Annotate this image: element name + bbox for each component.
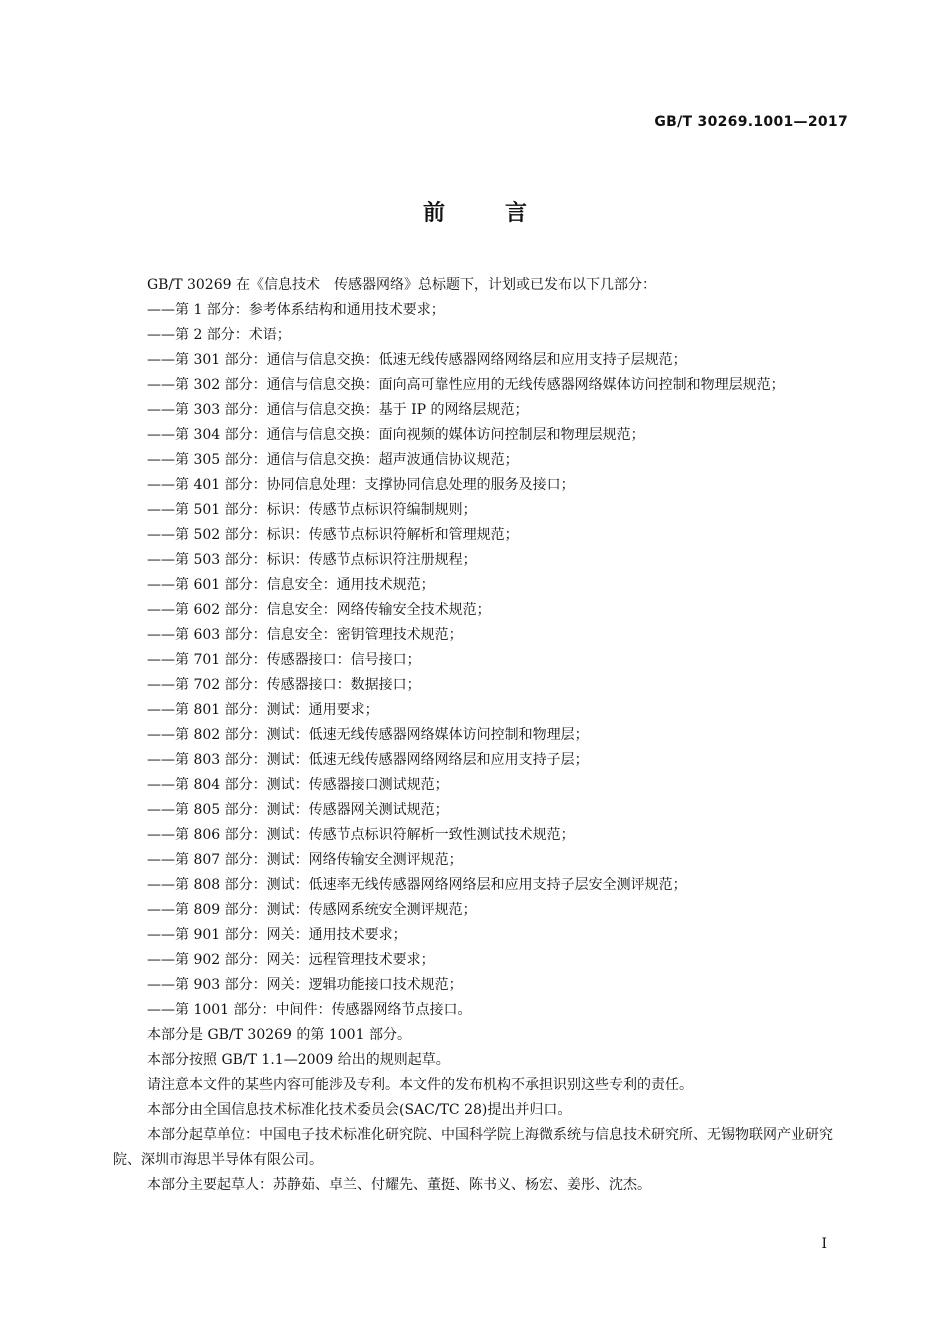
drafting-rules-paragraph: 本部分按照 GB/T 1.1—2009 给出的规则起草。 xyxy=(147,1052,450,1068)
part-item xyxy=(113,348,853,373)
part-item xyxy=(113,648,853,673)
part-item-text: ——第 803 部分：测试：低速无线传感器网络网络层和应用支持子层； xyxy=(147,752,589,768)
part-item-text: ——第 501 部分：标识：传感节点标识符编制规则； xyxy=(147,502,477,518)
intro-line: GB/T 30269 在《信息技术 传感器网络》总标题下，计划或已发布以下几部分： xyxy=(147,277,656,293)
part-item-text: ——第 903 部分：网关：逻辑功能接口技术规范； xyxy=(147,977,463,993)
part-item xyxy=(113,473,853,498)
part-item-text: ——第 804 部分：测试：传感器接口测试规范； xyxy=(147,777,449,793)
drafting-units-paragraph: 本部分起草单位：中国电子技术标准化研究院、中国科学院上海微系统与信息技术研究所、无锡物联网产业研究院、深圳市海思半导体有限公司。 xyxy=(113,1127,833,1168)
page-title xyxy=(0,196,950,227)
title-char-1: 前 xyxy=(422,201,445,226)
part-item xyxy=(113,498,853,523)
part-item xyxy=(113,598,853,623)
part-item-text: ——第 902 部分：网关：远程管理技术要求； xyxy=(147,952,435,968)
part-item xyxy=(113,773,853,798)
part-item xyxy=(113,898,853,923)
part-item xyxy=(113,373,853,398)
part-item-text: ——第 301 部分：通信与信息交换：低速无线传感器网络网络层和应用支持子层规范； xyxy=(147,352,687,368)
part-item-text: ——第 809 部分：测试：传感网系统安全测评规范； xyxy=(147,902,477,918)
part-item-text: ——第 2 部分：术语； xyxy=(147,327,291,343)
part-item-text: ——第 701 部分：传感器接口：信号接口； xyxy=(147,652,421,668)
part-item xyxy=(113,798,853,823)
part-item-text: ——第 807 部分：测试：网络传输安全测评规范； xyxy=(147,852,463,868)
part-item xyxy=(113,573,853,598)
part-item xyxy=(113,973,853,998)
drafters-paragraph: 本部分主要起草人：苏静茹、卓兰、付耀先、董挺、陈书义、杨宏、姜彤、沈杰。 xyxy=(147,1177,651,1193)
part-item-text: ——第 304 部分：通信与信息交换：面向视频的媒体访问控制层和物理层规范； xyxy=(147,427,645,443)
standard-number: GB/T 30269.1001—2017 xyxy=(654,114,848,130)
foreword-body xyxy=(113,273,853,1198)
part-item-text: ——第 1001 部分：中间件：传感器网络节点接口。 xyxy=(147,1002,472,1018)
part-item xyxy=(113,848,853,873)
part-item xyxy=(113,698,853,723)
this-part-paragraph: 本部分是 GB/T 30269 的第 1001 部分。 xyxy=(147,1027,411,1043)
part-item xyxy=(113,948,853,973)
part-item-text: ——第 502 部分：标识：传感节点标识符解析和管理规范； xyxy=(147,527,519,543)
part-item-text: ——第 603 部分：信息安全：密钥管理技术规范； xyxy=(147,627,463,643)
part-item xyxy=(113,423,853,448)
part-item xyxy=(113,398,853,423)
title-char-2: 言 xyxy=(505,201,528,226)
part-item-text: ——第 702 部分：传感器接口：数据接口； xyxy=(147,677,421,693)
part-item xyxy=(113,923,853,948)
part-item xyxy=(113,723,853,748)
part-item-text: ——第 802 部分：测试：低速无线传感器网络媒体访问控制和物理层； xyxy=(147,727,589,743)
proposed-by-paragraph: 本部分由全国信息技术标准化技术委员会(SAC/TC 28)提出并归口。 xyxy=(147,1102,572,1118)
part-item xyxy=(113,298,853,323)
part-item-text: ——第 1 部分：参考体系结构和通用技术要求； xyxy=(147,302,445,318)
part-item xyxy=(113,748,853,773)
part-item xyxy=(113,998,853,1023)
part-item-text: ——第 305 部分：通信与信息交换：超声波通信协议规范； xyxy=(147,452,519,468)
patent-notice-paragraph: 请注意本文件的某些内容可能涉及专利。本文件的发布机构不承担识别这些专利的责任。 xyxy=(147,1077,693,1093)
part-item xyxy=(113,548,853,573)
part-item xyxy=(113,523,853,548)
part-item-text: ——第 401 部分：协同信息处理：支撑协同信息处理的服务及接口； xyxy=(147,477,575,493)
part-item xyxy=(113,873,853,898)
part-item xyxy=(113,673,853,698)
part-item xyxy=(113,623,853,648)
part-item-text: ——第 805 部分：测试：传感器网关测试规范； xyxy=(147,802,449,818)
part-item-text: ——第 806 部分：测试：传感节点标识符解析一致性测试技术规范； xyxy=(147,827,575,843)
part-item-text: ——第 901 部分：网关：通用技术要求； xyxy=(147,927,407,943)
part-item-text: ——第 601 部分：信息安全：通用技术规范； xyxy=(147,577,435,593)
part-item-text: ——第 303 部分：通信与信息交换：基于 IP 的网络层规范； xyxy=(147,402,529,418)
part-item-text: ——第 801 部分：测试：通用要求； xyxy=(147,702,379,718)
part-item-text: ——第 808 部分：测试：低速率无线传感器网络网络层和应用支持子层安全测评规范； xyxy=(147,877,687,893)
part-item-text: ——第 503 部分：标识：传感节点标识符注册规程； xyxy=(147,552,477,568)
page-number: I xyxy=(821,1236,827,1252)
part-item xyxy=(113,323,853,348)
part-item xyxy=(113,448,853,473)
part-item xyxy=(113,823,853,848)
parts-list xyxy=(113,298,853,1023)
part-item-text: ——第 302 部分：通信与信息交换：面向高可靠性应用的无线传感器网络媒体访问控制和物理层规范； xyxy=(147,377,785,393)
part-item-text: ——第 602 部分：信息安全：网络传输安全技术规范； xyxy=(147,602,491,618)
